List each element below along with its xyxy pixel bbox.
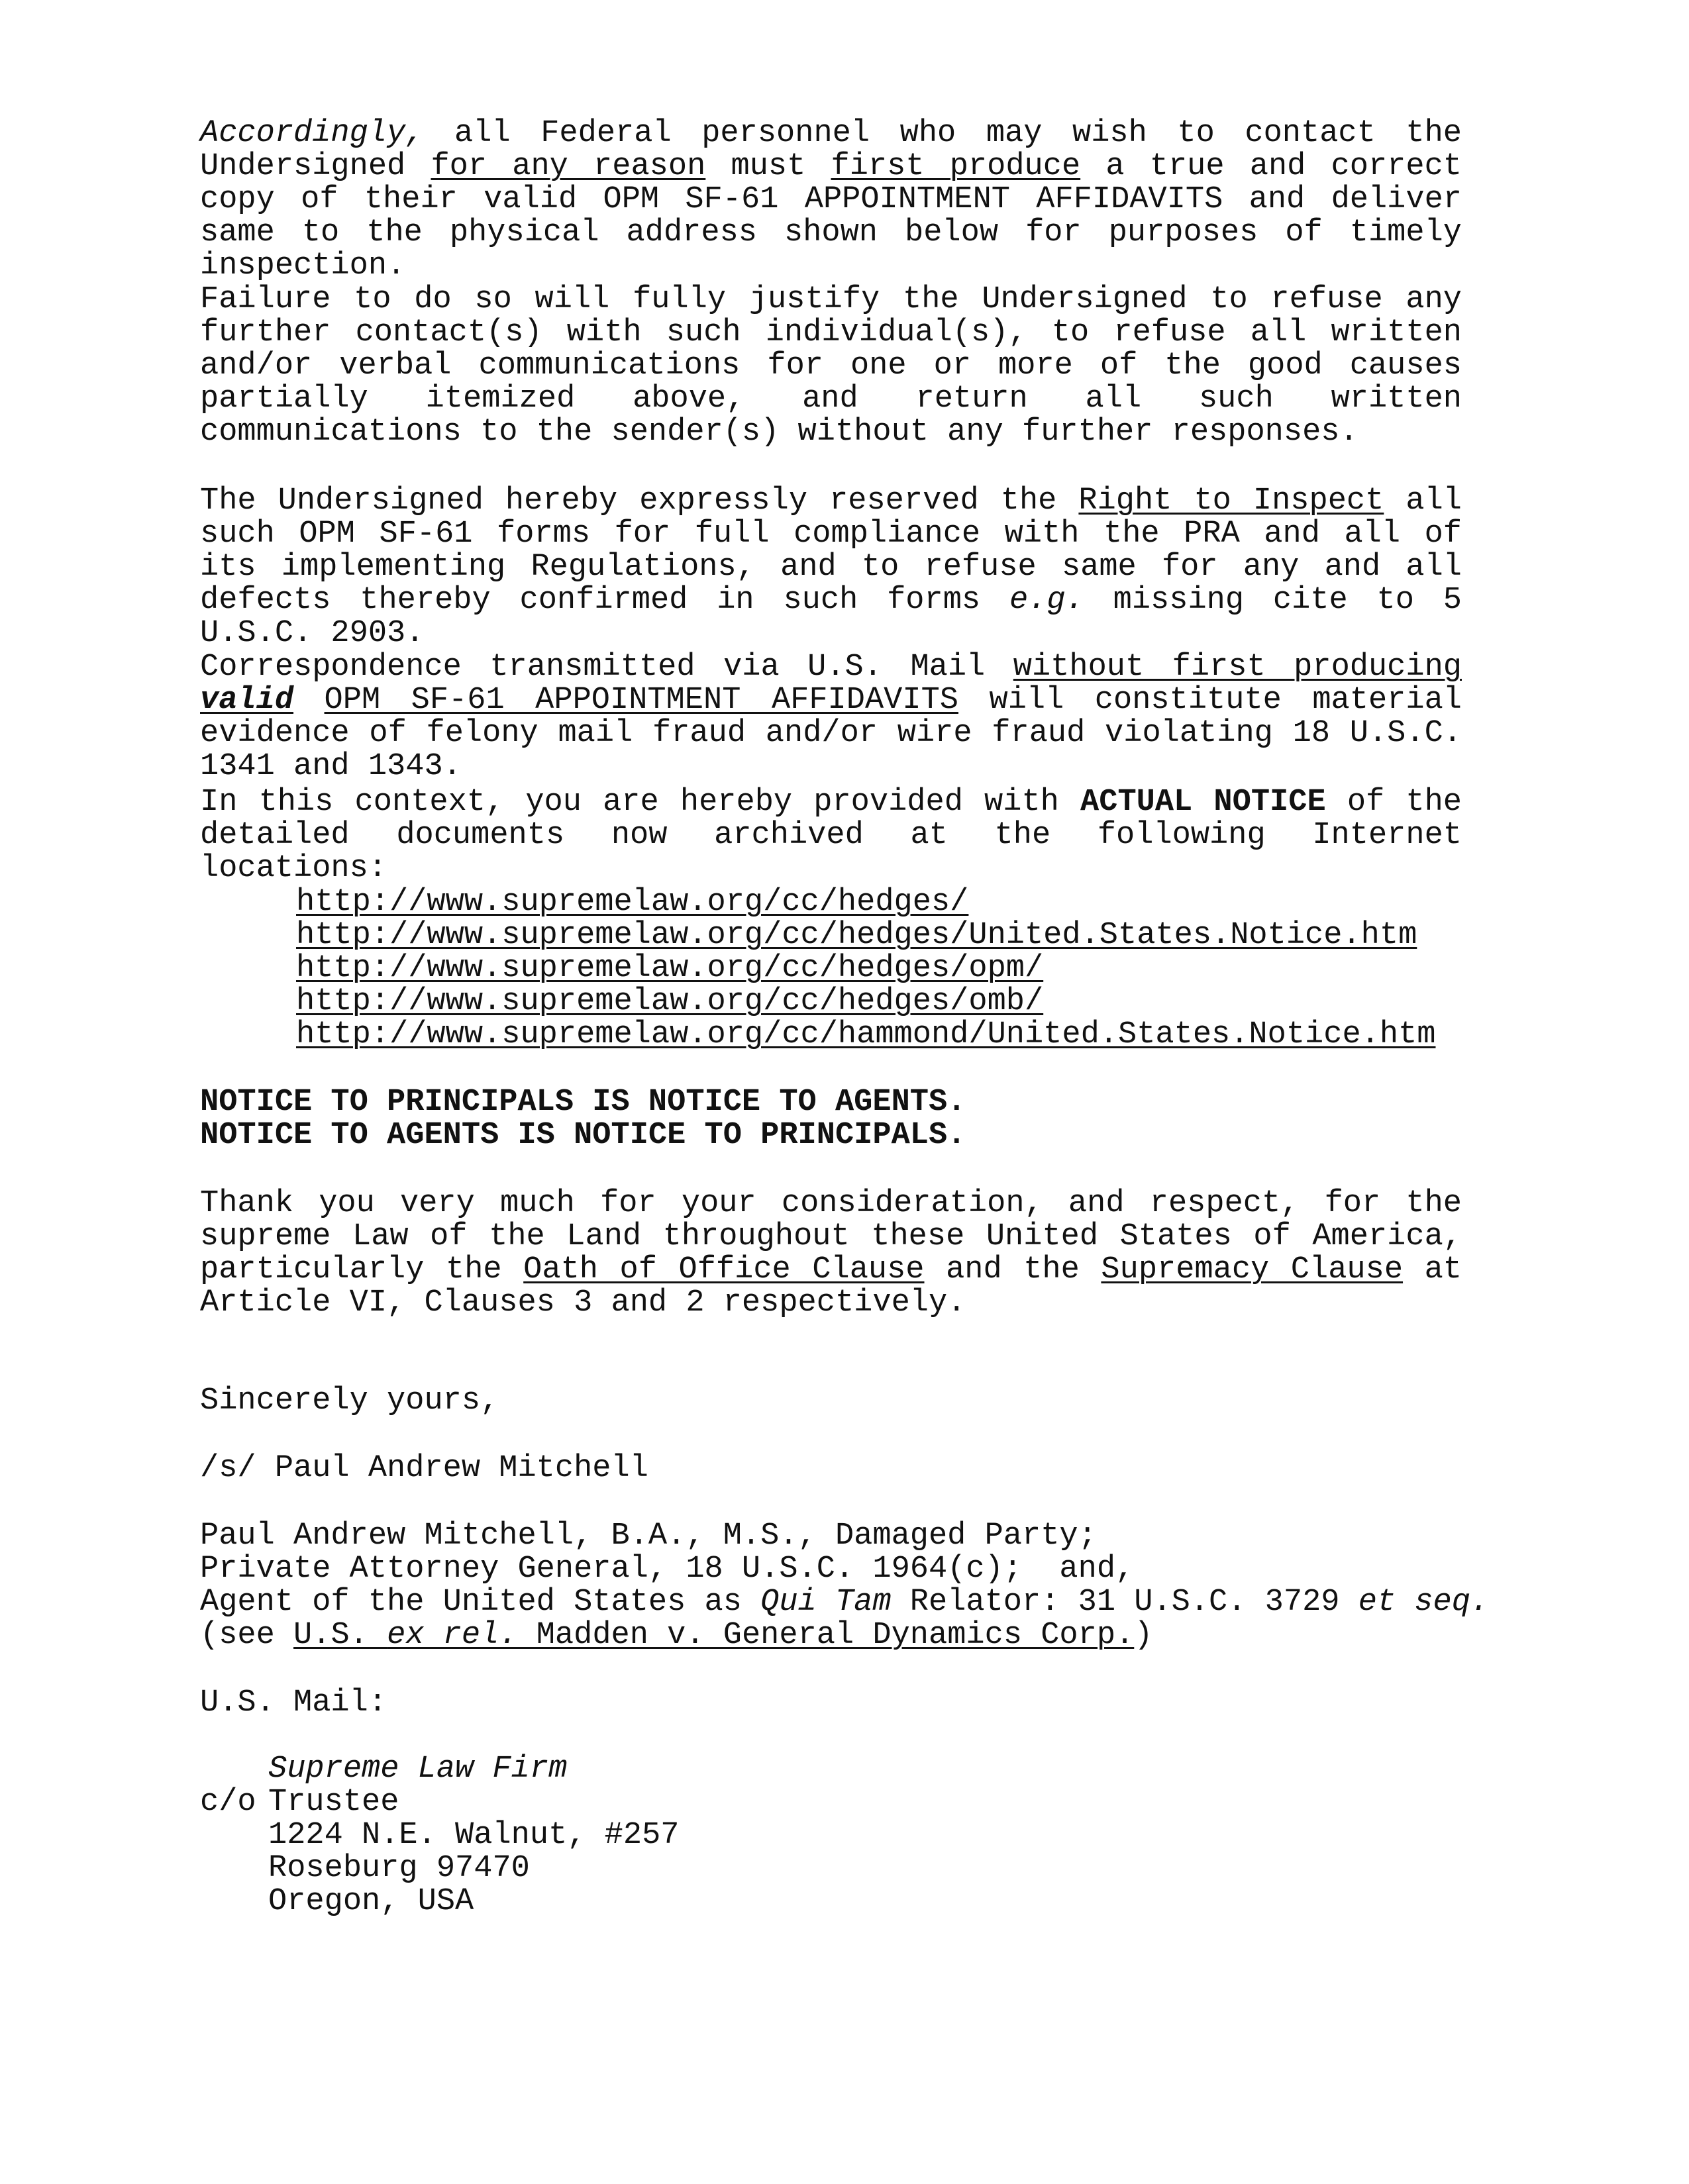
- signer-line-1: Paul Andrew Mitchell, B.A., M.S., Damaged Party;: [200, 1518, 1097, 1554]
- closing: Sincerely yours,: [200, 1383, 499, 1418]
- paragraph-right-to-inspect: [200, 485, 1462, 650]
- url-link-hedges[interactable]: http://www.supremelaw.org/cc/hedges/: [296, 885, 969, 920]
- text: ): [1134, 1618, 1153, 1653]
- italic-eg: e.g.: [1009, 583, 1084, 618]
- text: Failure to do so will fully justify the Undersigned to refuse any further contact(s) with such individual(s), to refuse all written and/or verbal communications for one or more of the good causes partially itemized above, and return all such written communications to the sender(s) without any further responses.: [200, 282, 1462, 450]
- italic-qui-tam: Qui Tam: [760, 1585, 892, 1620]
- url-link-hedges-notice[interactable]: http://www.supremelaw.org/cc/hedges/United.States.Notice.htm: [296, 918, 1417, 953]
- signer-line-2: Private Attorney General, 18 U.S.C. 1964(c); and,: [200, 1552, 1135, 1587]
- signer-line-4: [200, 1619, 1152, 1652]
- text: (see: [200, 1618, 294, 1653]
- mail-label: U.S. Mail:: [200, 1685, 387, 1720]
- text: and the: [924, 1252, 1101, 1287]
- paragraph-thank-you: [200, 1187, 1462, 1320]
- text: The Undersigned hereby expressly reserved the: [200, 483, 1079, 519]
- address-co: c/o: [200, 1785, 256, 1820]
- underline-supremacy-clause: Supremacy Clause: [1101, 1252, 1404, 1287]
- underline-ex-rel: ex rel.: [387, 1618, 518, 1653]
- address-city: Roseburg 97470: [268, 1851, 530, 1886]
- address-state: Oregon, USA: [268, 1884, 474, 1919]
- text: Correspondence transmitted via U.S. Mail: [200, 650, 1013, 685]
- signer-line-3: [200, 1586, 1489, 1619]
- underline-case-name: Madden v. General Dynamics Corp.: [517, 1618, 1135, 1653]
- text: of the detailed documents now archived at the following Internet locations:: [200, 785, 1462, 886]
- address-trustee: Trustee: [268, 1785, 399, 1820]
- url-link-hedges-omb[interactable]: http://www.supremelaw.org/cc/hedges/omb/: [296, 984, 1044, 1019]
- url-link-hedges-opm[interactable]: http://www.supremelaw.org/cc/hedges/opm/: [296, 951, 1044, 986]
- underline-oath-of-office: Oath of Office Clause: [523, 1252, 925, 1287]
- italic-lead: Accordingly,: [200, 116, 425, 151]
- paragraph-inspection-requirement: [200, 117, 1462, 283]
- notice-line-2: NOTICE TO AGENTS IS NOTICE TO PRINCIPALS.: [200, 1118, 966, 1153]
- text: In this context, you are hereby provided with: [200, 785, 1081, 820]
- text: all Federal personnel who may wish to contact the Undersigned: [200, 116, 1462, 184]
- text: all such OPM SF-61 forms for full compliance with the PRA and all of its implementing Regulations, and to refuse same for any and all defects thereby confirmed in such forms: [200, 483, 1462, 618]
- underline-valid: valid: [200, 683, 294, 718]
- text: a true and correct copy of their valid OPM SF-61 APPOINTMENT AFFIDAVITS and deliver same to the physical address shown below for purposes of timely inspection.: [200, 149, 1462, 283]
- underline-opm-affidavits: OPM SF-61 APPOINTMENT AFFIDAVITS: [324, 683, 958, 718]
- text: Agent of the United States as: [200, 1585, 761, 1620]
- bold-actual-notice: ACTUAL NOTICE: [1080, 785, 1326, 820]
- underline-any-reason: for any reason: [431, 149, 706, 184]
- paragraph-failure-consequence: [200, 283, 1462, 449]
- address-street: 1224 N.E. Walnut, #257: [268, 1818, 680, 1853]
- paragraph-actual-notice: [200, 786, 1462, 885]
- underline-case-us: U.S.: [293, 1618, 387, 1653]
- text: missing cite to 5 U.S.C. 2903.: [200, 583, 1462, 651]
- text: at Article VI, Clauses 3 and 2 respectively.: [200, 1252, 1462, 1320]
- underline-without-first-producing: without first producing: [1013, 650, 1462, 685]
- url-link-hammond-notice[interactable]: http://www.supremelaw.org/cc/hammond/United.States.Notice.htm: [296, 1017, 1436, 1052]
- notice-line-1: NOTICE TO PRINCIPALS IS NOTICE TO AGENTS.: [200, 1085, 966, 1120]
- address-firm: Supreme Law Firm: [268, 1752, 568, 1787]
- text: Relator: 31 U.S.C. 3729: [891, 1585, 1358, 1620]
- italic-et-seq: et seq.: [1358, 1585, 1490, 1620]
- underline-first-produce: first produce: [831, 149, 1081, 184]
- text: Thank you very much for your consideration, and respect, for the supreme Law of the Land throughout these United States of America, particularly the: [200, 1186, 1462, 1287]
- text: must: [705, 149, 831, 184]
- underline-right-to-inspect: Right to Inspect: [1078, 483, 1384, 519]
- signature: /s/ Paul Andrew Mitchell: [200, 1451, 648, 1486]
- text: will constitute material evidence of felony mail fraud and/or wire fraud violating 18 U.S.C. 1341 and 1343.: [200, 683, 1462, 784]
- paragraph-mail-fraud: [200, 651, 1462, 783]
